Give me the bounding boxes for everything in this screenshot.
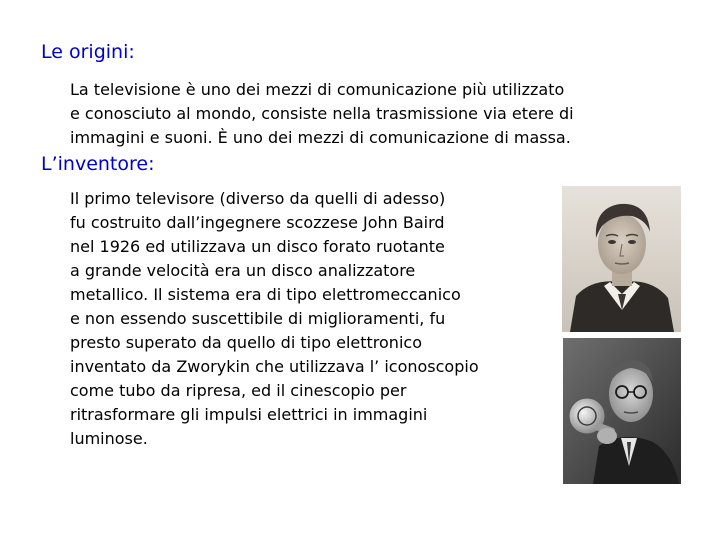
paragraph-line: inventato da Zworykin che utilizzava l’ iconoscopio [70, 357, 479, 376]
paragraph-line: e non essendo suscettibile di miglioramenti, fu [70, 309, 446, 328]
paragraph-line: fu costruito dall’ingegnere scozzese John Baird [70, 213, 445, 232]
paragraph-origini [70, 78, 574, 150]
paragraph-line: nel 1926 ed utilizzava un disco forato ruotante [70, 237, 445, 256]
paragraph-line: La televisione è uno dei mezzi di comunicazione più utilizzato [70, 80, 565, 99]
portrait-zworykin [563, 338, 681, 484]
paragraph-line: come tubo da ripresa, ed il cinescopio per [70, 381, 407, 400]
portrait-john-baird [562, 186, 681, 332]
paragraph-line: presto superato da quello di tipo elettronico [70, 333, 422, 352]
paragraph-line: immagini e suoni. È uno dei mezzi di comunicazione di massa. [70, 128, 571, 147]
heading-origini: Le origini: [41, 41, 135, 63]
paragraph-inventore [70, 187, 479, 451]
paragraph-line: ritrasformare gli impulsi elettrici in immagini [70, 405, 428, 424]
paragraph-line: metallico. Il sistema era di tipo elettromeccanico [70, 285, 461, 304]
paragraph-line: e conosciuto al mondo, consiste nella trasmissione via etere di [70, 104, 574, 123]
paragraph-line: Il primo televisore (diverso da quelli di adesso) [70, 189, 446, 208]
paragraph-line: luminose. [70, 429, 148, 448]
paragraph-line: a grande velocità era un disco analizzatore [70, 261, 416, 280]
heading-inventore: L’inventore: [41, 153, 155, 175]
